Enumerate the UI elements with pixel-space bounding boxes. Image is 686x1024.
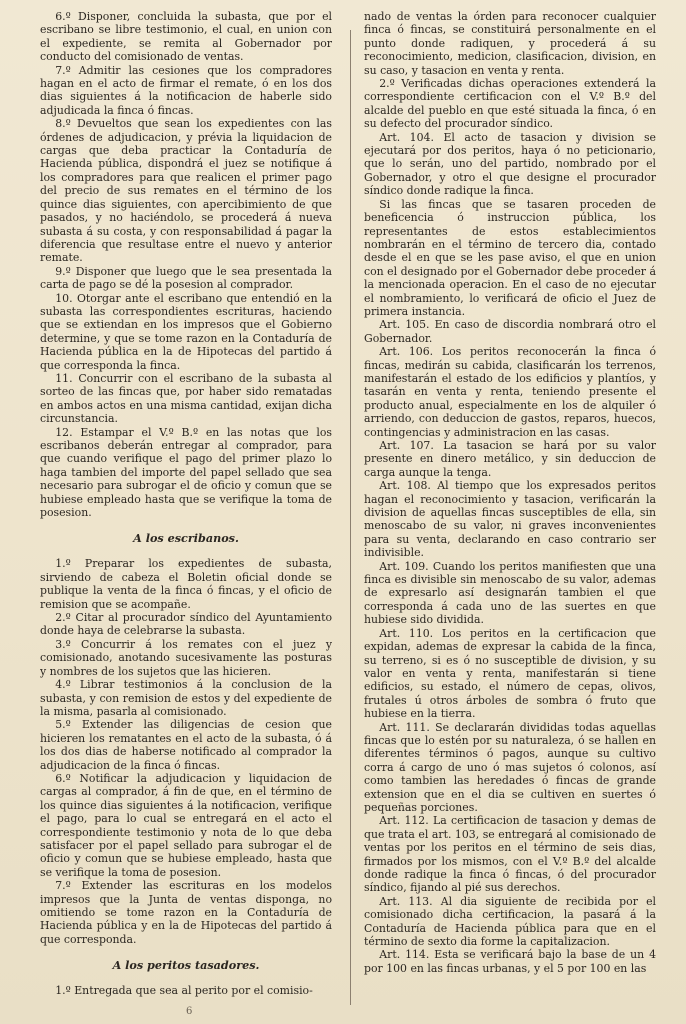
section-heading: A los peritos tasadores. xyxy=(112,958,260,973)
paragraph: Art. 106. Los peritos reconocerán la finca ó fincas, medirán su cabida, clasificarán los terrenos, manifestarán el estado de los edificios y plantíos, y tasarán en venta y renta, teniendo presente el producto anual, especialmente en los de alquiler ó arriendo, con deduccion de gastos, reparos, huecos, contingencias y administracion en las casas. xyxy=(364,345,656,439)
paragraph: 12. Estampar el V.º B.º en las notas que los escribanos deberán entregar al comprador, para que cuando verifique el pago del primer plazo lo haga tambien del importe del papel sellado que sea necesario para subrogar el de oficio y comun que se hubiese empleado hasta que se verifique la toma de posesion. xyxy=(40,425,332,520)
paragraph: Art. 104. El acto de tasacion y division se ejecutará por dos peritos, haya ó no peticionario, que lo serán, uno del partido, nombrado por el Gobernador, y otro el que designe el procurador síndico donde radique la finca. xyxy=(364,130,656,198)
left-column xyxy=(40,10,332,1014)
column-divider xyxy=(350,30,351,1005)
right-column xyxy=(364,10,656,1014)
paragraph: Art. 111. Se declararán divididas todas aquellas fincas que lo estén por su naturaleza, ó se hallen en diferentes términos ó pagos, aunque su cultivo corra á cargo de uno ó mas sujetos ó colonos, así como tambien las heredades ó fincas de grande extension que en el dia se cultiven en suertes ó pequeñas porciones. xyxy=(364,720,656,814)
paragraph: 2.º Citar al procurador síndico del Ayuntamiento donde haya de celebrarse la subasta. xyxy=(40,611,332,638)
paragraph: 7.º Admitir las cesiones que los compradores hagan en el acto de firmar el remate, ó en los dos dias siguientes á la notificacion de haberle sido adjudicada la finca ó fincas. xyxy=(40,63,332,117)
paragraph: 11. Concurrir con el escribano de la subasta al sorteo de las fincas que, por haber sido rematadas en ambos actos en una misma cantidad, exijan dicha circunstancia. xyxy=(40,371,332,426)
paragraph: Art. 108. Al tiempo que los expresados peritos hagan el reconocimiento y tasacion, verificarán la division de aquellas fincas susceptibles de ella, sin menoscabo de su valor, ni graves inconvenientes para su venta, declarando en caso contrario ser indivisible. xyxy=(364,479,656,560)
paragraph: Art. 112. La certificacion de tasacion y demas de que trata el art. 103, se entregará al comisionado de ventas por los peritos en el término de seis dias, firmados por los mismos, con el V.º B.º del alcalde donde radique la finca ó fincas, ó del procurador síndico, fijando al pié sus derechos. xyxy=(364,814,656,895)
paragraph: 4.º Librar testimonios á la conclusion de la subasta, y con remision de estos y del expediente de la misma, pasarla al comisionado. xyxy=(40,678,332,718)
paragraph: Si las fincas que se tasaren proceden de beneficencia ó instruccion pública, los representantes de estos establecimientos nombrarán en el término de tercero dia, contado desde el en que se les pase aviso, el que en union con el designado por el Gobernador debe proceder á la mencionada operacion. En el caso de no ejecutar el nombramiento, lo verificará de oficio el Juez de primera instancia. xyxy=(364,197,656,318)
paragraph: Art. 105. En caso de discordia nombrará otro el Gobernador. xyxy=(364,318,656,345)
paragraph: 3.º Concurrir á los remates con el juez y comisionado, anotando sucesivamente las posturas y nombres de los sujetos que las hicieren. xyxy=(40,637,332,678)
paragraph: 10. Otorgar ante el escribano que entendió en la subasta las correspondientes escrituras, haciendo que se extiendan en los impresos que el Gobierno determine, y que se tome razon en la Contaduría de Hacienda pública en la de Hipotecas del partido á que corresponda la finca. xyxy=(40,291,332,372)
paragraph: 5.º Extender las diligencias de cesion que hicieren los rematantes en el acto de la subasta, ó á los dos dias de haberse notificado al comprador la adjudicacion de la finca ó fincas. xyxy=(40,718,332,772)
section-heading: A los escribanos. xyxy=(133,531,239,546)
paragraph: Art. 113. Al dia siguiente de recibida por el comisionado dicha certificacion, la pasará á la Contaduría de Hacienda pública para que en el término de sexto dia forme la capitalizacion. xyxy=(364,894,656,949)
paragraph: 1.º Preparar los expedientes de subasta, sirviendo de cabeza el Boletin oficial donde se publique la venta de la finca ó fincas, y el oficio de remision que se acompañe. xyxy=(40,557,332,611)
paragraph: 2.º Verificadas dichas operaciones extenderá la correspondiente certificacion con el V.º B.º del alcalde del pueblo en que esté situada la finca, ó en su defecto del procurador síndico. xyxy=(364,77,656,131)
paragraph: Art. 107. La tasacion se hará por su valor presente en dinero metálico, y sin deduccion de carga aunque la tenga. xyxy=(364,439,656,479)
paragraph: 7.º Extender las escrituras en los modelos impresos que la Junta de ventas disponga, no omitiendo se tome razon en la Contaduría de Hacienda pública y en la de Hipotecas del partido á que corresponda. xyxy=(40,879,332,946)
paragraph: 6.º Disponer, concluida la subasta, que por el escribano se libre testimonio, el cual, en union con el expediente, se remita al Gobernador por conducto del comisionado de ventas. xyxy=(40,10,332,64)
paragraph: Art. 109. Cuando los peritos manifiesten que una finca es divisible sin menoscabo de su valor, ademas de expresarlo así designarán tambien el que corresponda á cada uno de las suertes en que hubiese sido dividida. xyxy=(364,559,656,627)
paragraph: Art. 114. Esta se verificará bajo la base de un 4 por 100 en las fincas urbanas, y el 5 por 100 en las xyxy=(364,948,656,975)
paragraph: 6.º Notificar la adjudicacion y liquidacion de cargas al comprador, á fin de que, en el término de los quince dias siguientes á la notificacion, verifique el pago, para lo cual se entregará en el acto el correspondiente testimonio y nota de lo que deba satisfacer por el papel sellado para subrogar el de oficio y comun que se hubiese empleado, hasta que se verifique la toma de posesion. xyxy=(40,771,332,879)
paragraph: nado de ventas la órden para reconocer cualquier finca ó fincas, se constituirá personalmente en el punto donde radiquen, y procederá á su reconocimiento, medicion, clasificacion, division, en su caso, y tasacion en venta y renta. xyxy=(364,10,656,77)
paragraph: 9.º Disponer que luego que le sea presentada la carta de pago se dé la posesion al comprador. xyxy=(40,264,332,292)
paragraph: 1.º Entregada que sea al perito por el comisio- xyxy=(55,984,313,998)
page-mark: 6 xyxy=(186,1006,193,1017)
paragraph: 8.º Devueltos que sean los expedientes con las órdenes de adjudicacion, y prévia la liquidacion de cargas que deba practicar la Contaduría de Hacienda pública, dispondrá el juez se notifique á los compradores para que realicen el primer pago del precio de sus remates en el término de los quince dias siguientes, con apercibimiento de que pasados, y no haciéndolo, se procederá á nueva subasta á su costa, y con responsabilidad á pagar la diferencia que resultase entre el nuevo y anterior remate. xyxy=(40,117,332,265)
paragraph: Art. 110. Los peritos en la certificacion que expidan, ademas de expresar la cabida de la finca, su terreno, si es ó no susceptible de division, y su valor en venta y renta, manifestarán si tiene edificios, su estado, el número de cepas, olivos, frutales ú otros árboles de sombra ó fruto que hubiese en la tierra. xyxy=(364,626,656,721)
